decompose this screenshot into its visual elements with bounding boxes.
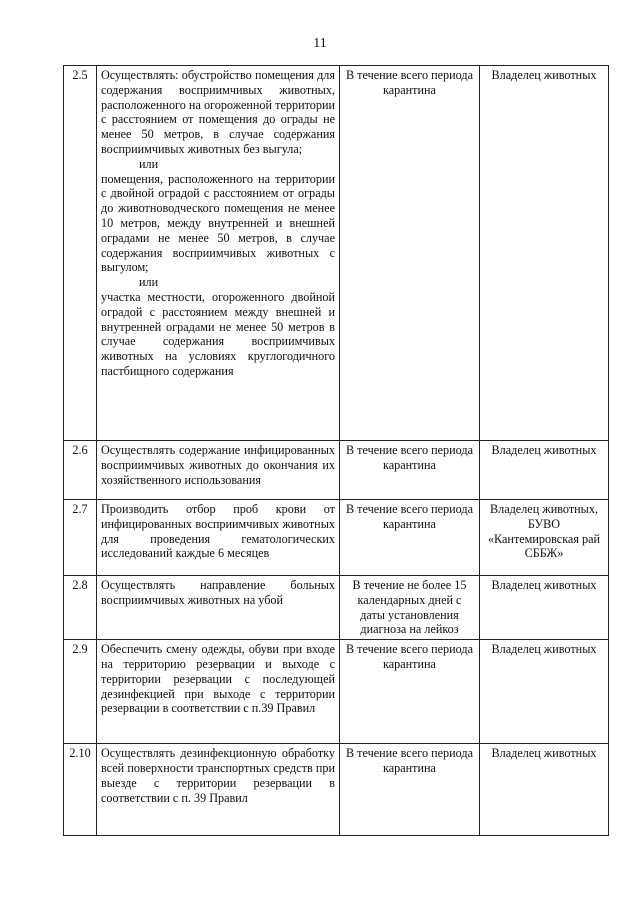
row-action	[97, 500, 340, 576]
action-paragraph: Осуществлять направление больных восприимчивых животных на убой	[101, 578, 335, 607]
action-paragraph: Производить отбор проб крови от инфицированных восприимчивых животных для проведения гематологических исследований каждые 6 месяцев	[101, 502, 335, 561]
action-paragraph: Осуществлять дезинфекционную обработку всей поверхности транспортных средств при выезде с территории резервации в соответствии с п. 39 Правил	[101, 746, 335, 805]
row-responsible: Владелец животных	[480, 576, 609, 640]
row-term: В течение не более 15 календарных дней с даты установления диагноза на лейкоз	[340, 576, 480, 640]
row-term: В течение всего периода карантина	[340, 500, 480, 576]
row-responsible: Владелец животных	[480, 744, 609, 836]
action-paragraph: помещения, расположенного на территории с двойной оградой с расстоянием от ограды до животноводческого помещения не менее 10 метров, между внутренней и внешней оградами не менее 50 метров, в случае содержания восприимчивых животных с выгулом;	[101, 171, 335, 275]
row-action	[97, 640, 340, 744]
row-action	[97, 441, 340, 500]
row-responsible: Владелец животных	[480, 66, 609, 441]
row-responsible: Владелец животных, БУВО «Кантемировская рай СББЖ»	[480, 500, 609, 576]
row-number: 2.5	[64, 66, 97, 441]
action-separator: или	[139, 275, 159, 290]
row-term: В течение всего периода карантина	[340, 66, 480, 441]
table-row	[64, 441, 609, 500]
row-term: В течение всего периода карантина	[340, 640, 480, 744]
row-number: 2.8	[64, 576, 97, 640]
row-responsible: Владелец животных	[480, 640, 609, 744]
row-number: 2.7	[64, 500, 97, 576]
row-action	[97, 66, 340, 441]
row-number: 2.9	[64, 640, 97, 744]
table-row	[64, 576, 609, 640]
row-term: В течение всего периода карантина	[340, 744, 480, 836]
row-responsible: Владелец животных	[480, 441, 609, 500]
measures-table	[63, 65, 609, 836]
table-row	[64, 66, 609, 441]
row-number: 2.6	[64, 441, 97, 500]
row-term: В течение всего периода карантина	[340, 441, 480, 500]
action-paragraph: Обеспечить смену одежды, обуви при входе на территорию резервации и выходе с территории резервации с последующей дезинфекцией при выходе с территории резервации в соответствии с п.39 Правил	[101, 642, 335, 716]
row-number: 2.10	[64, 744, 97, 836]
action-separator: или	[139, 156, 159, 171]
row-action	[97, 576, 340, 640]
action-paragraph: участка местности, огороженного двойной оградой с расстоянием между внешней и внутренней оградами не менее 50 метров в случае содержания восприимчивых животных на условиях круглогодичного пастбищного содержания	[101, 289, 335, 378]
table-row	[64, 744, 609, 836]
action-paragraph: Осуществлять содержание инфицированных восприимчивых животных до окончания их хозяйственного использования	[101, 443, 335, 487]
action-paragraph: Осуществлять: обустройство помещения для содержания восприимчивых животных, расположенного на огороженной территории с расстоянием от помещения до ограды не менее 50 метров, в случае содержания восприимчивых животных без выгула;	[101, 68, 335, 156]
table-row	[64, 500, 609, 576]
page-number: 11	[313, 36, 327, 51]
table-row	[64, 640, 609, 744]
row-action	[97, 744, 340, 836]
